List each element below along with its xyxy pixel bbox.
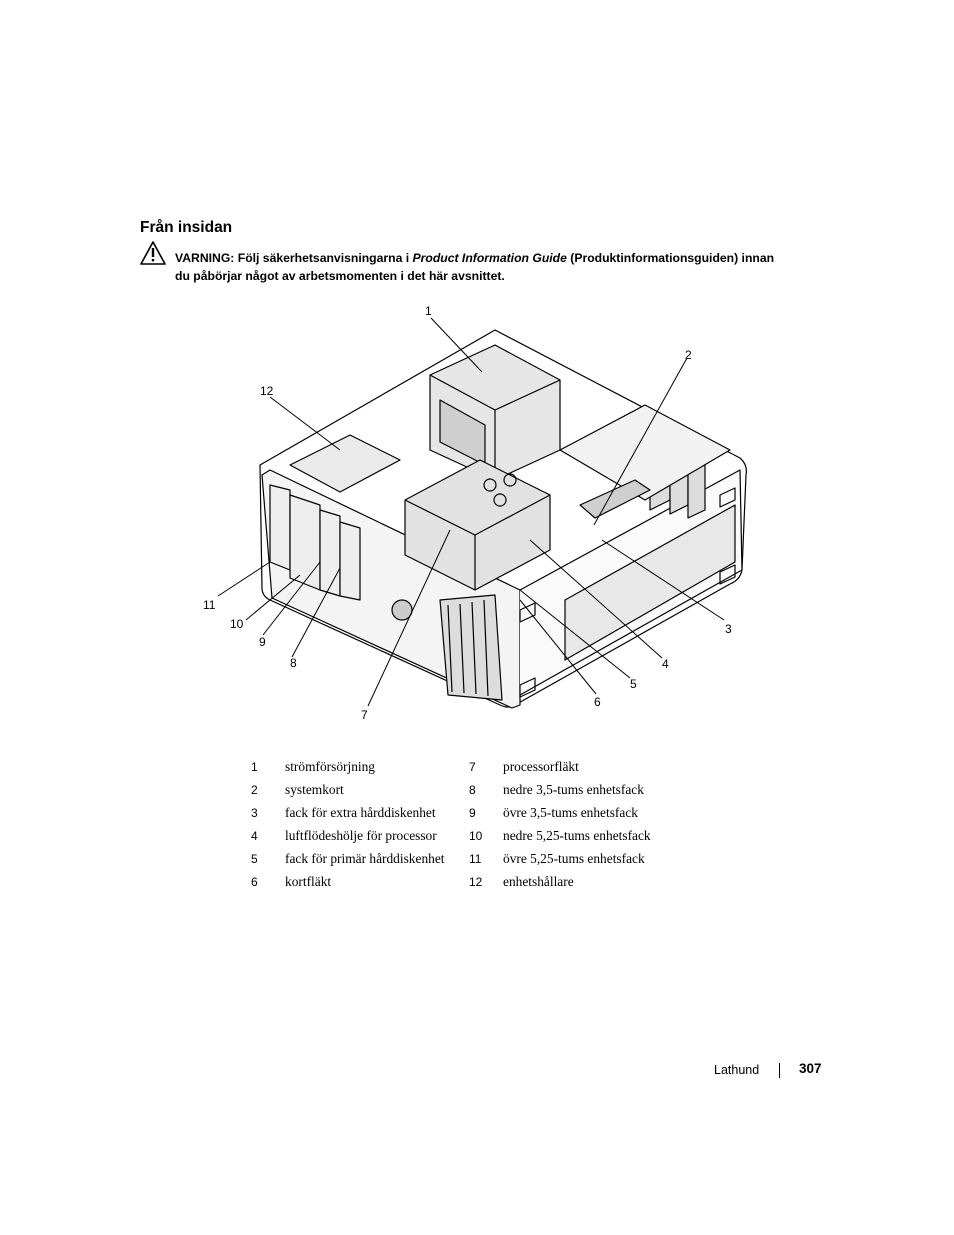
section-title: Från insidan [140,219,233,236]
computer-interior-illustration [190,300,760,730]
callout-4: 4 [662,657,669,671]
callout-7: 7 [361,708,368,722]
legend-row: 1 strömförsörjning 7 processorfläkt [251,759,579,774]
callout-1: 1 [425,304,432,318]
legend-row: 6 kortfläkt 12 enhetshållare [251,874,574,889]
callout-2: 2 [685,348,692,362]
legend-row: 4 luftflödeshölje för processor 10 nedre 5,25-tums enhetsfack [251,828,651,843]
warning-body: Följ säkerhetsanvisningarna i [237,251,413,265]
legend-row: 3 fack för extra hårddiskenhet 9 övre 3,5-tums enhetsfack [251,805,638,820]
legend-row: 2 systemkort 8 nedre 3,5-tums enhetsfack [251,782,644,797]
callout-11: 11 [203,598,216,612]
warning-body-end: (Produktinformationsguiden) innan du påbörjar något av arbetsmomenten i det här avsnittet. [175,251,775,283]
callout-8: 8 [290,656,297,670]
warning-label: VARNING [175,251,231,265]
callout-9: 9 [259,635,266,649]
callout-3: 3 [725,622,732,636]
legend-table [245,758,681,896]
footer-section-label: Lathund [714,1063,760,1077]
warning-text: VARNING: Följ säkerhetsanvisningarna i Product Information Guide (Produktinformationsguiden) innan du påbörjar något av arbetsmomenten i det här avsnittet. [175,251,775,283]
callout-5: 5 [630,677,637,691]
footer-divider [779,1063,780,1078]
guide-title: Product Information Guide [412,251,567,265]
page-number: 307 [799,1061,822,1076]
callout-6: 6 [594,695,601,709]
warning-icon [140,241,166,265]
legend-row: 5 fack för primär hårddiskenhet 11 övre 5,25-tums enhetsfack [251,851,645,866]
callout-10: 10 [230,617,244,631]
callout-12: 12 [260,384,274,398]
